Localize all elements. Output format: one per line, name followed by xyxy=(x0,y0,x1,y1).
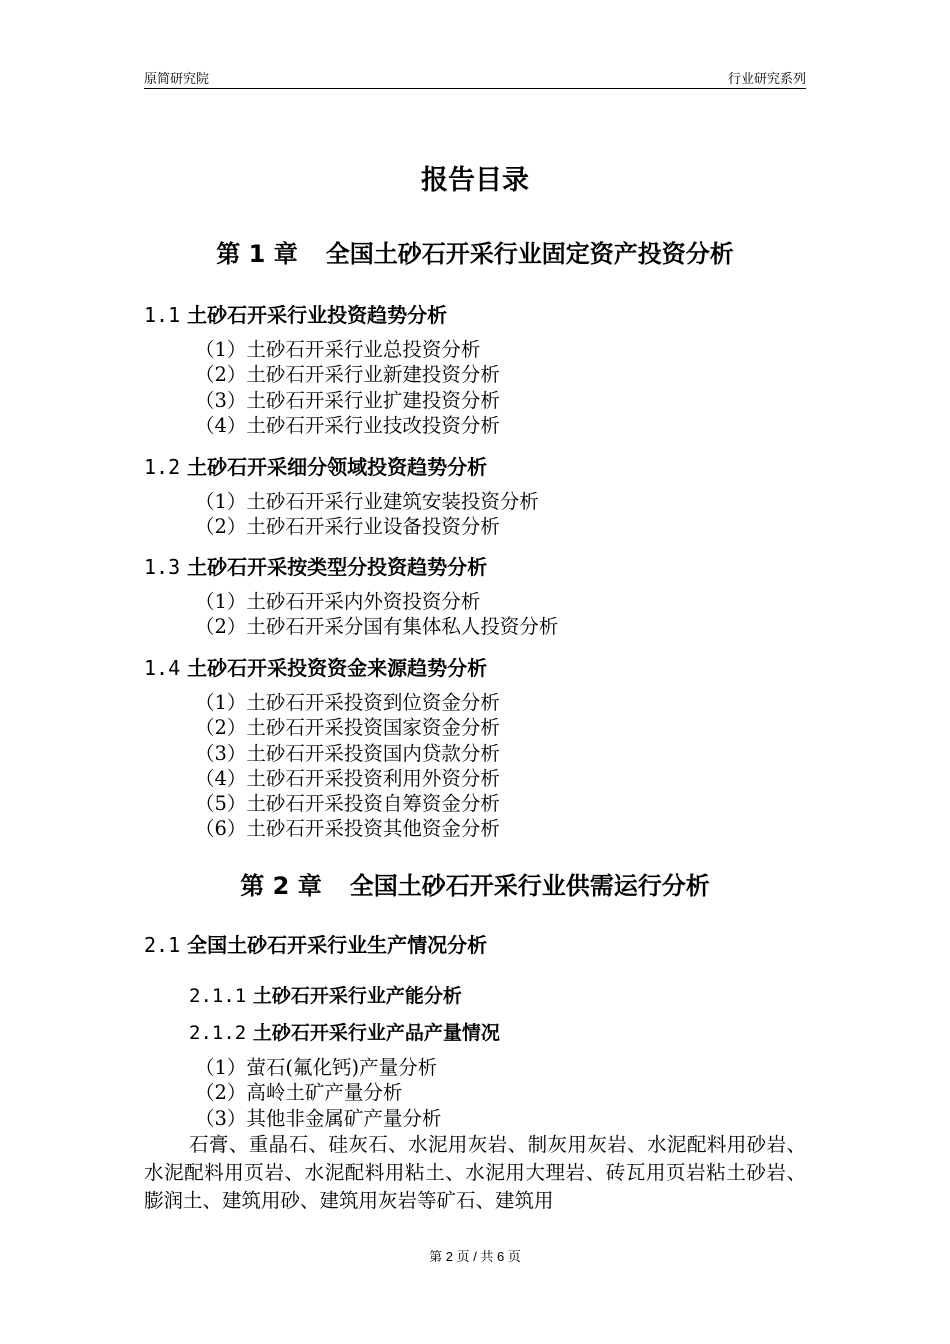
page-footer: 第 2 页 / 共 6 页 xyxy=(429,1249,521,1264)
section-1-2-list xyxy=(195,489,539,540)
section-title: 全国土砂石开采行业生产情况分析 xyxy=(187,933,488,957)
report-title: 报告目录 xyxy=(421,165,529,196)
subsection-number: 2.1.2 xyxy=(189,1022,247,1044)
list-item: （3）土砂石开采行业扩建投资分析 xyxy=(195,388,500,412)
subsection-title: 土砂石开采行业产能分析 xyxy=(252,985,462,1007)
list-item: （2）土砂石开采行业设备投资分析 xyxy=(195,515,500,539)
header-series: 行业研究系列 xyxy=(727,71,806,86)
section-number: 1.2 xyxy=(144,455,181,479)
list-item: （6）土砂石开采投资其他资金分析 xyxy=(195,817,500,841)
section-number: 1.4 xyxy=(144,656,181,680)
section-1-1-heading xyxy=(144,299,447,328)
list-item: （1）土砂石开采行业总投资分析 xyxy=(195,338,481,361)
subsection-2-1-1-heading xyxy=(189,981,462,1008)
section-1-1-list xyxy=(195,337,500,438)
chapter-1-heading xyxy=(0,234,950,269)
list-item: （4）土砂石开采行业技改投资分析 xyxy=(195,413,500,437)
body-paragraph: 石膏、重晶石、硅灰石、水泥用灰岩、制灰用灰岩、水泥配料用砂岩、水泥配料用页岩、水泥配料用粘土、水泥用大理岩、砖瓦用页岩粘土砂岩、膨润土、建筑用砂、建筑用灰岩等矿石、建筑用 xyxy=(144,1133,806,1212)
chapter-number: 第 1 章 xyxy=(216,240,298,268)
section-number: 2.1 xyxy=(144,933,181,957)
section-1-3-list xyxy=(195,589,558,640)
page-header xyxy=(144,66,806,89)
section-title: 土砂石开采行业投资趋势分析 xyxy=(187,303,448,327)
list-item: （2）土砂石开采行业新建投资分析 xyxy=(195,363,500,387)
list-item: （1）土砂石开采内外资投资分析 xyxy=(195,590,481,613)
subsection-number: 2.1.1 xyxy=(189,985,247,1007)
chapter-number: 第 2 章 xyxy=(240,872,322,900)
section-2-1-heading xyxy=(144,929,487,958)
chapter-title: 全国土砂石开采行业固定资产投资分析 xyxy=(325,240,734,268)
chapter-2-heading xyxy=(0,866,950,901)
list-item: （3）其他非金属矿产量分析 xyxy=(195,1106,442,1130)
list-item: （1）土砂石开采投资到位资金分析 xyxy=(195,691,500,714)
list-item: （2）土砂石开采投资国家资金分析 xyxy=(195,716,500,740)
section-1-4-list xyxy=(195,690,500,842)
section-1-3-heading xyxy=(144,551,487,580)
subsection-2-1-2-list xyxy=(195,1055,441,1131)
list-item: （1）土砂石开采行业建筑安装投资分析 xyxy=(195,490,539,513)
subsection-2-1-2-heading xyxy=(189,1018,500,1045)
header-org: 原简研究院 xyxy=(144,71,210,86)
section-1-4-heading xyxy=(144,652,487,681)
section-1-2-heading xyxy=(144,451,487,480)
list-item: （4）土砂石开采投资利用外资分析 xyxy=(195,766,500,790)
chapter-title: 全国土砂石开采行业供需运行分析 xyxy=(349,872,710,900)
section-title: 土砂石开采投资资金来源趋势分析 xyxy=(187,656,488,680)
list-item: （1）萤石(氟化钙)产量分析 xyxy=(195,1056,438,1079)
list-item: （5）土砂石开采投资自筹资金分析 xyxy=(195,792,500,816)
section-title: 土砂石开采细分领域投资趋势分析 xyxy=(187,455,488,479)
subsection-title: 土砂石开采行业产品产量情况 xyxy=(252,1022,500,1044)
section-title: 土砂石开采按类型分投资趋势分析 xyxy=(187,555,488,579)
list-item: （3）土砂石开采投资国内贷款分析 xyxy=(195,741,500,765)
list-item: （2）高岭土矿产量分析 xyxy=(195,1081,403,1105)
section-number: 1.1 xyxy=(144,303,181,327)
section-number: 1.3 xyxy=(144,555,181,579)
list-item: （2）土砂石开采分国有集体私人投资分析 xyxy=(195,615,559,639)
